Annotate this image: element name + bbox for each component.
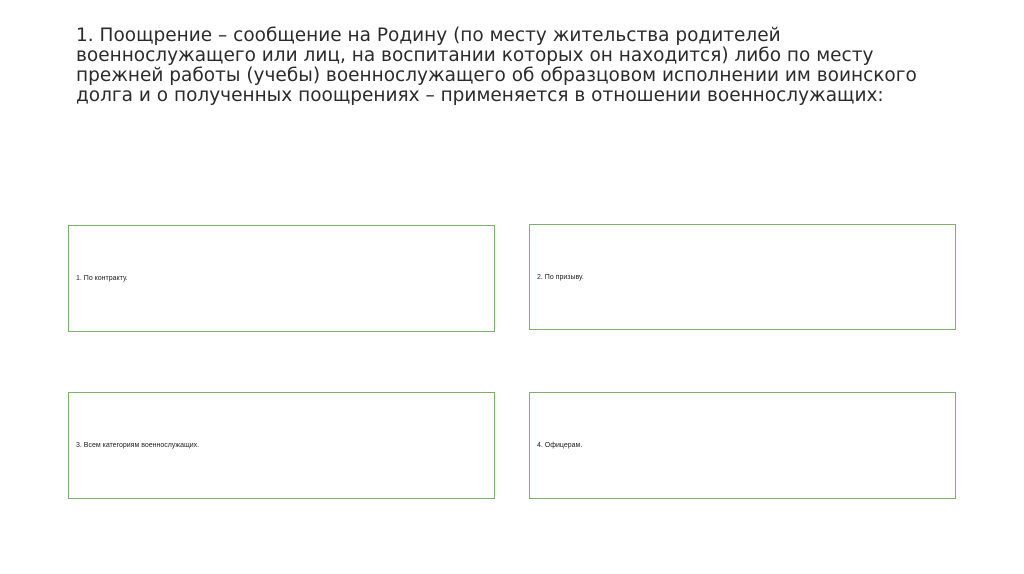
answer-option-1[interactable]: [68, 225, 495, 332]
answer-option-2[interactable]: [529, 224, 956, 330]
answer-option-label: 1. По контракту.: [76, 275, 128, 282]
answer-option-4[interactable]: [529, 392, 956, 499]
answer-option-label: 4. Офицерам.: [537, 442, 583, 449]
answer-option-label: 2. По призыву.: [537, 273, 584, 281]
answer-option-label: 3. Всем категориям военнослужащих.: [76, 442, 200, 449]
answer-option-3[interactable]: [68, 392, 495, 499]
question-text: 1. Поощрение – сообщение на Родину (по месту жительства родителей военнослужащего или лиц, на воспитании которых он находится) либо по месту прежней работы (учебы) военнослужащего об образцовом исполнении им воинского долга и о полученных поощрениях – применяется в отношении военнослужащих:: [76, 25, 917, 106]
